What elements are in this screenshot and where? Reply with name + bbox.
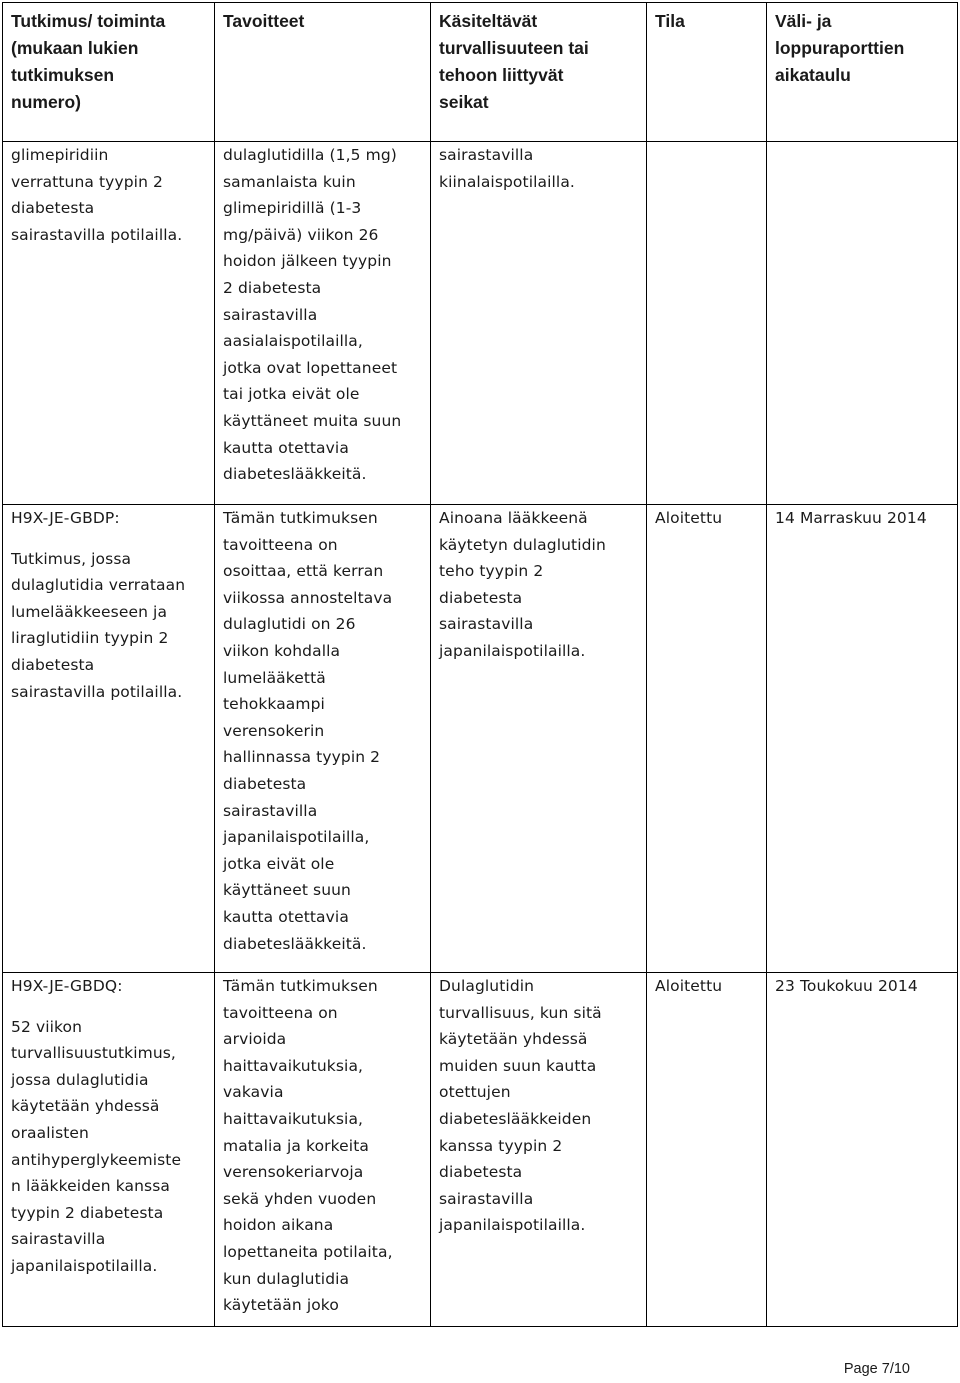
status-cell <box>647 142 767 505</box>
safety-cell: sairastavilla kiinalaispotilailla. <box>431 142 647 505</box>
study-cell <box>3 973 215 1327</box>
study-id: H9X-JE-GBDP: <box>11 509 120 527</box>
table-row <box>3 505 958 973</box>
header-schedule: Väli- ja loppuraporttien aikataulu <box>767 3 958 142</box>
page-number: Page 7/10 <box>843 1361 910 1377</box>
study-cell <box>3 505 215 973</box>
goal-cell: Tämän tutkimuksen tavoitteena on osoittaa, että kerran viikossa annosteltava dulaglutidi on 26 viikon kohdalla lumelääkettä tehokkaampi verensokerin hallinnassa tyypin 2 diabetesta sairastavilla japanilaispotilailla, jotka eivät ole käyttäneet suun kautta otettavia diabeteslääkkeitä. <box>215 505 431 973</box>
study-cell: glimepiridiin verrattuna tyypin 2 diabetesta sairastavilla potilailla. <box>3 142 215 505</box>
table-row <box>3 142 958 505</box>
study-table <box>2 2 958 1327</box>
study-id: H9X-JE-GBDQ: <box>11 977 123 995</box>
goal-cell: dulaglutidilla (1,5 mg) samanlaista kuin glimepiridillä (1-3 mg/päivä) viikon 26 hoidon jälkeen tyypin 2 diabetesta sairastavilla aasialaispotilailla, jotka ovat lopettaneet tai jotka eivät ole käyttäneet muita suun kautta otettavia diabeteslääkkeitä. <box>215 142 431 505</box>
goal-cell: Tämän tutkimuksen tavoitteena on arvioida haittavaikutuksia, vakavia haittavaikutuksia, matalia ja korkeita verensokeriarvoja sekä yhden vuoden hoidon aikana lopettaneita potilaita, kun dulaglutidia käytetään joko <box>215 973 431 1327</box>
schedule-cell: 23 Toukokuu 2014 <box>767 973 958 1327</box>
status-cell: Aloitettu <box>647 973 767 1327</box>
study-description: 52 viikon turvallisuustutkimus, jossa dulaglutidia käytetään yhdessä oraalisten antihyperglykeemiste n lääkkeiden kanssa tyypin 2 diabetesta sairastavilla japanilaispotilailla. <box>11 1017 182 1275</box>
header-study: Tutkimus/ toiminta (mukaan lukien tutkimuksen numero) <box>3 3 215 142</box>
table-header-row <box>3 3 958 142</box>
header-safety-issues: Käsiteltävät turvallisuuteen tai tehoon liittyvät seikat <box>431 3 647 142</box>
study-description: Tutkimus, jossa dulaglutidia verrataan lumelääkkeeseen ja liraglutidiin tyypin 2 diabetesta sairastavilla potilailla. <box>11 549 186 701</box>
schedule-cell <box>767 142 958 505</box>
status-cell: Aloitettu <box>647 505 767 973</box>
schedule-cell: 14 Marraskuu 2014 <box>767 505 958 973</box>
table-row <box>3 973 958 1327</box>
safety-cell: Ainoana lääkkeenä käytetyn dulaglutidin teho tyypin 2 diabetesta sairastavilla japanilaispotilailla. <box>431 505 647 973</box>
header-goals: Tavoitteet <box>215 3 431 142</box>
header-status: Tila <box>647 3 767 142</box>
safety-cell: Dulaglutidin turvallisuus, kun sitä käytetään yhdessä muiden suun kautta otettujen diabeteslääkkeiden kanssa tyypin 2 diabetesta sairastavilla japanilaispotilailla. <box>431 973 647 1327</box>
